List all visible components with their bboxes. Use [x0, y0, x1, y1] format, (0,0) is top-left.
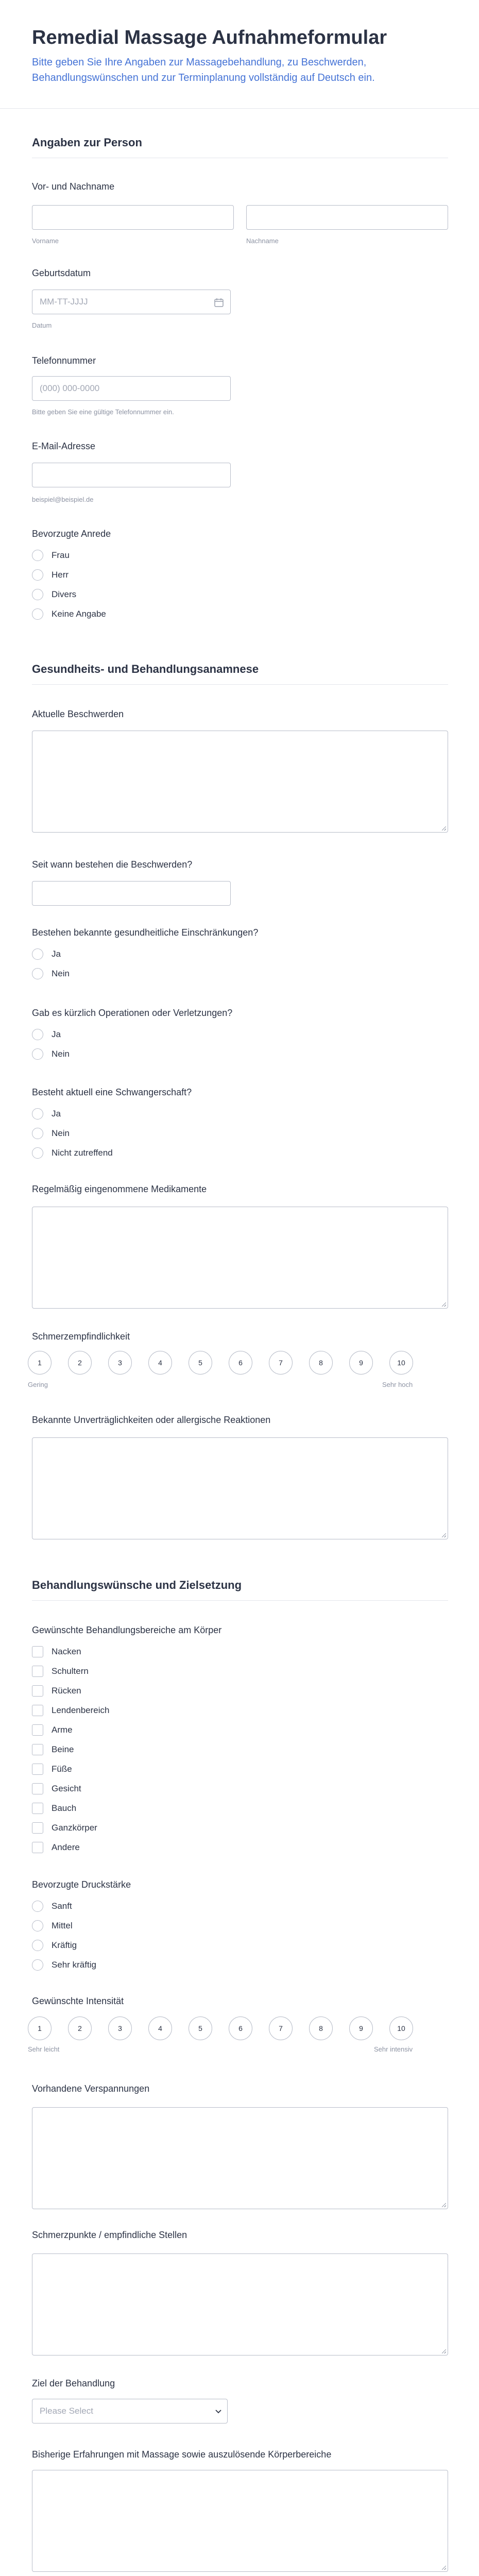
intensity-scale-high-label: Sehr intensiv: [374, 2045, 413, 2053]
restrictions-option[interactable]: Nein: [32, 968, 70, 980]
since-input[interactable]: [32, 881, 231, 906]
pain-scale-option[interactable]: 6: [229, 1351, 252, 1375]
medication-textarea[interactable]: [32, 1207, 448, 1309]
areas-option[interactable]: Schultern: [32, 1665, 89, 1677]
pain-scale-option[interactable]: 1: [28, 1351, 52, 1375]
email-label: E-Mail-Adresse: [32, 441, 96, 451]
checkbox[interactable]: [32, 1803, 43, 1814]
areas-option[interactable]: Rücken: [32, 1685, 81, 1697]
radio-button[interactable]: [32, 1920, 43, 1931]
section-divider: [32, 684, 448, 685]
experience-label: Bisherige Erfahrungen mit Massage sowie auszulösende Körperbereiche: [32, 2449, 332, 2460]
email-input[interactable]: [32, 463, 231, 487]
birthdate-placeholder: MM-TT-JJJJ: [40, 297, 88, 307]
since-label: Seit wann bestehen die Beschwerden?: [32, 859, 193, 870]
email-sublabel: beispiel@beispiel.de: [32, 496, 94, 503]
goal-label: Ziel der Behandlung: [32, 2378, 115, 2388]
pain-scale-option[interactable]: 2: [68, 1351, 92, 1375]
salutation-option[interactable]: Keine Angabe: [32, 608, 106, 620]
last-name-input[interactable]: [246, 205, 448, 230]
checkbox[interactable]: [32, 1783, 43, 1794]
intensity-scale-option[interactable]: 3: [108, 2016, 132, 2040]
radio-button[interactable]: [32, 1048, 43, 1060]
intensity-scale-option[interactable]: 10: [389, 2016, 413, 2040]
areas-option[interactable]: Nacken: [32, 1646, 81, 1658]
form-description: Bitte geben Sie Ihre Angaben zur Massagebehandlung, zu Beschwerden, Behandlungswünschen und zur Terminplanung vollständig auf Deutsch ein.: [32, 57, 375, 83]
radio-button[interactable]: [32, 550, 43, 561]
salutation-option[interactable]: Divers: [32, 588, 76, 601]
header-divider: [0, 108, 479, 109]
intensity-scale-label: Gewünschte Intensität: [32, 1996, 124, 2006]
chevron-down-icon: [215, 2408, 222, 2415]
phone-sublabel: Bitte geben Sie eine gültige Telefonnummer ein.: [32, 408, 174, 416]
radio-button[interactable]: [32, 569, 43, 581]
allergies-textarea[interactable]: [32, 1437, 448, 1539]
checkbox[interactable]: [32, 1666, 43, 1677]
last-name-sublabel: Nachname: [246, 237, 279, 245]
intensity-scale-low-label: Sehr leicht: [28, 2045, 60, 2053]
phone-input[interactable]: [32, 376, 231, 401]
medication-label: Regelmäßig eingenommene Medikamente: [32, 1184, 207, 1194]
radio-button[interactable]: [32, 1147, 43, 1159]
areas-option[interactable]: Gesicht: [32, 1783, 81, 1795]
tension-label: Vorhandene Verspannungen: [32, 2083, 150, 2094]
pain-scale-label: Schmerzempfindlichkeit: [32, 1331, 130, 1342]
intensity-scale-option[interactable]: 8: [309, 2016, 333, 2040]
pregnancy-option[interactable]: Nicht zutreffend: [32, 1147, 113, 1159]
pain-scale-high-label: Sehr hoch: [382, 1381, 413, 1388]
intensity-scale-option[interactable]: 1: [28, 2016, 52, 2040]
painpoints-label: Schmerzpunkte / empfindliche Stellen: [32, 2230, 187, 2240]
pressure-option[interactable]: Sehr kräftig: [32, 1959, 96, 1971]
section-divider: [32, 1600, 448, 1601]
radio-button[interactable]: [32, 1959, 43, 1971]
pregnancy-option[interactable]: Ja: [32, 1108, 61, 1120]
pain-scale-option[interactable]: 9: [349, 1351, 373, 1375]
experience-textarea[interactable]: [32, 2470, 448, 2572]
pressure-option[interactable]: Kräftig: [32, 1939, 77, 1952]
checkbox[interactable]: [32, 1744, 43, 1755]
first-name-sublabel: Vorname: [32, 237, 59, 245]
pain-scale-option[interactable]: 8: [309, 1351, 333, 1375]
intensity-scale-option[interactable]: 9: [349, 2016, 373, 2040]
checkbox[interactable]: [32, 1764, 43, 1775]
radio-button[interactable]: [32, 968, 43, 979]
areas-label: Gewünschte Behandlungsbereiche am Körper: [32, 1625, 222, 1635]
areas-option[interactable]: Andere: [32, 1841, 80, 1854]
form-title: Remedial Massage Aufnahmeformular: [32, 27, 387, 48]
restrictions-option[interactable]: Ja: [32, 948, 61, 960]
areas-option[interactable]: Ganzkörper: [32, 1822, 97, 1834]
radio-button[interactable]: [32, 948, 43, 960]
surgeries-option[interactable]: Ja: [32, 1028, 61, 1041]
phone-label: Telefonnummer: [32, 355, 96, 366]
areas-option[interactable]: Füße: [32, 1763, 72, 1775]
pressure-option[interactable]: Sanft: [32, 1900, 72, 1912]
surgeries-option[interactable]: Nein: [32, 1048, 70, 1060]
checkbox[interactable]: [32, 1705, 43, 1716]
section-title-treatment: Behandlungswünsche und Zielsetzung: [32, 1579, 242, 1591]
areas-option[interactable]: Beine: [32, 1743, 74, 1756]
pregnancy-label: Besteht aktuell eine Schwangerschaft?: [32, 1087, 192, 1097]
birthdate-input[interactable]: [32, 290, 231, 314]
name-label: Vor- und Nachname: [32, 181, 115, 192]
salutation-option[interactable]: Frau: [32, 549, 70, 562]
areas-option[interactable]: Arme: [32, 1724, 73, 1736]
pain-scale-option[interactable]: 5: [189, 1351, 212, 1375]
radio-button[interactable]: [32, 589, 43, 600]
intensity-scale-option[interactable]: 6: [229, 2016, 252, 2040]
intensity-scale-option[interactable]: 7: [269, 2016, 293, 2040]
radio-button[interactable]: [32, 1128, 43, 1139]
surgeries-label: Gab es kürzlich Operationen oder Verletzungen?: [32, 1008, 233, 1018]
intensity-scale-option[interactable]: 2: [68, 2016, 92, 2040]
intensity-scale-option[interactable]: 4: [148, 2016, 172, 2040]
calendar-icon[interactable]: [214, 297, 224, 308]
pressure-label: Bevorzugte Druckstärke: [32, 1879, 131, 1890]
painpoints-textarea[interactable]: [32, 2253, 448, 2355]
radio-button[interactable]: [32, 1901, 43, 1912]
radio-button[interactable]: [32, 1108, 43, 1120]
section-title-health: Gesundheits- und Behandlungsanamnese: [32, 663, 259, 675]
pain-scale-low-label: Gering: [28, 1381, 48, 1388]
allergies-label: Bekannte Unverträglichkeiten oder allergische Reaktionen: [32, 1415, 271, 1425]
tension-textarea[interactable]: [32, 2107, 448, 2209]
radio-button[interactable]: [32, 1940, 43, 1951]
birthdate-label: Geburtsdatum: [32, 268, 91, 278]
pressure-option[interactable]: Mittel: [32, 1920, 73, 1932]
restrictions-label: Bestehen bekannte gesundheitliche Einschränkungen?: [32, 927, 259, 938]
checkbox[interactable]: [32, 1646, 43, 1657]
checkbox[interactable]: [32, 1724, 43, 1736]
pain-scale-option[interactable]: 10: [389, 1351, 413, 1375]
pain-scale-option[interactable]: 7: [269, 1351, 293, 1375]
pregnancy-option[interactable]: Nein: [32, 1127, 70, 1140]
section-title-personal: Angaben zur Person: [32, 136, 142, 149]
checkbox[interactable]: [32, 1842, 43, 1853]
goal-select-placeholder: Please Select: [40, 2406, 93, 2416]
complaints-textarea[interactable]: [32, 731, 448, 833]
radio-button[interactable]: [32, 1029, 43, 1040]
intensity-scale-option[interactable]: 5: [189, 2016, 212, 2040]
first-name-input[interactable]: [32, 205, 234, 230]
checkbox[interactable]: [32, 1685, 43, 1697]
areas-option[interactable]: Lendenbereich: [32, 1704, 109, 1717]
checkbox[interactable]: [32, 1822, 43, 1834]
areas-option[interactable]: Bauch: [32, 1802, 76, 1815]
pain-scale-option[interactable]: 4: [148, 1351, 172, 1375]
phone-placeholder: (000) 000-0000: [40, 383, 100, 393]
pain-scale-option[interactable]: 3: [108, 1351, 132, 1375]
birthdate-sublabel: Datum: [32, 321, 52, 329]
radio-button[interactable]: [32, 608, 43, 620]
goal-select[interactable]: [32, 2399, 228, 2424]
complaints-label: Aktuelle Beschwerden: [32, 709, 124, 719]
salutation-label: Bevorzugte Anrede: [32, 529, 111, 539]
salutation-option[interactable]: Herr: [32, 569, 69, 581]
